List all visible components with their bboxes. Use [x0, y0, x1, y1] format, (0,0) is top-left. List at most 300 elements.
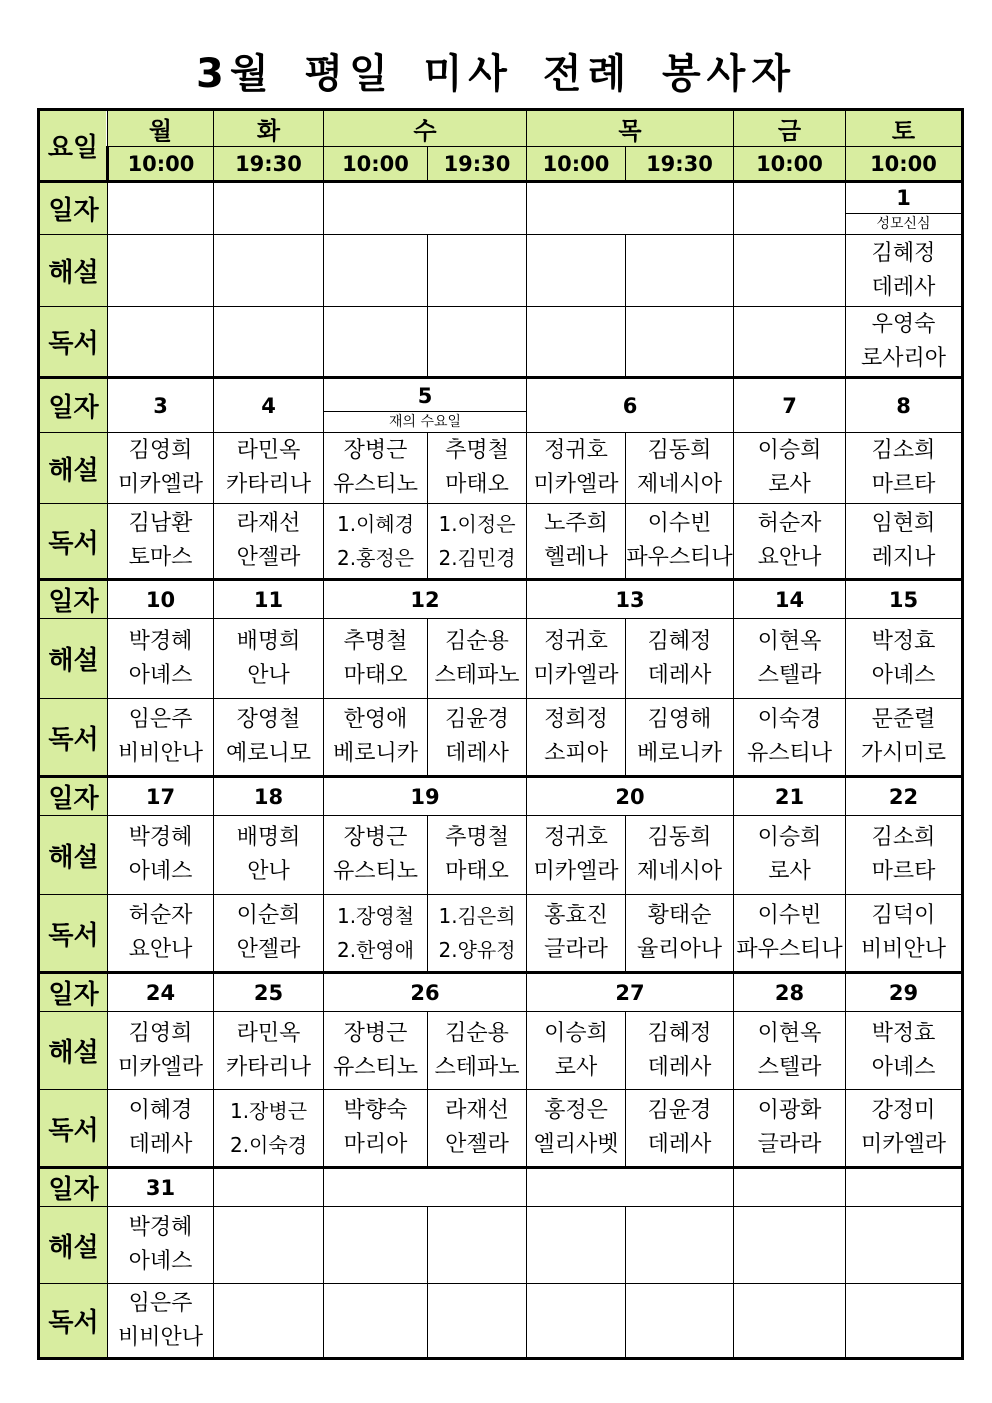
day-wed: 수 — [324, 110, 527, 147]
date-cell-mon — [108, 1168, 214, 1207]
commentary-cell — [626, 1207, 734, 1284]
volunteer-name: 추명철 — [343, 628, 408, 654]
volunteer-name: 김윤경 — [647, 1098, 712, 1123]
volunteer-name: 1.김은희 — [438, 904, 516, 928]
date-number: 4 — [261, 393, 276, 418]
baptismal-name: 비비안나 — [117, 741, 203, 766]
baptismal-name: 안젤라 — [445, 1132, 509, 1157]
baptismal-name: 미카엘라 — [860, 1132, 946, 1157]
baptismal-name: 데레사 — [445, 741, 509, 766]
baptismal-name: 아녜스 — [128, 662, 193, 688]
volunteer-name: 장병근 — [343, 825, 408, 850]
date-number: 20 — [615, 784, 645, 809]
volunteer-name: 장영철 — [236, 707, 301, 732]
baptismal-name: 유스티노 — [332, 1054, 418, 1080]
volunteer-name: 박경혜 — [128, 825, 193, 850]
baptismal-name: 안젤라 — [236, 937, 301, 962]
baptismal-name: 스테파노 — [434, 1054, 520, 1080]
commentary-cell — [626, 433, 734, 504]
baptismal-name: 미카엘라 — [533, 662, 619, 688]
date-number: 10 — [145, 587, 176, 612]
date-number: 28 — [774, 980, 805, 1005]
commentary-cell — [214, 1207, 324, 1284]
baptismal-name: 요안나 — [757, 545, 822, 570]
date-number: 14 — [774, 587, 805, 612]
date-row-label: 일자 — [39, 378, 108, 433]
baptismal-name: 제네시아 — [636, 472, 722, 497]
baptismal-name: 마태오 — [445, 859, 509, 884]
baptismal-name: 아녜스 — [871, 1054, 936, 1080]
date-cell-sat — [846, 580, 963, 619]
date-cell-fri — [734, 973, 846, 1012]
volunteer-name: 김혜정 — [647, 1020, 712, 1046]
date-cell-sat — [846, 1168, 963, 1207]
baptismal-name: 로사 — [554, 1054, 598, 1080]
volunteer-name: 김남환 — [128, 511, 193, 536]
commentary-cell — [527, 1207, 626, 1284]
volunteer-name: 박경혜 — [128, 1215, 193, 1240]
reading-cell — [846, 504, 963, 580]
baptismal-name: 로사 — [768, 472, 811, 497]
commentary-cell — [214, 816, 324, 895]
date-cell-wed — [324, 580, 527, 619]
commentary-cell — [214, 1012, 324, 1090]
commentary-cell — [734, 1207, 846, 1284]
commentary-cell — [324, 1012, 428, 1090]
commentary-cell — [734, 816, 846, 895]
reading-cell — [108, 699, 214, 777]
date-row-label: 일자 — [39, 580, 108, 619]
volunteer-name: 이현옥 — [757, 1020, 822, 1046]
reading-row-label: 독서 — [39, 699, 108, 777]
commentary-cell — [527, 433, 626, 504]
volunteer-name: 이승희 — [544, 1020, 608, 1046]
date-cell-fri — [734, 1168, 846, 1207]
commentary-cell — [846, 816, 963, 895]
volunteer-name: 김동희 — [647, 438, 712, 463]
baptismal-name: 비비안나 — [860, 937, 946, 962]
reading-cell — [626, 1090, 734, 1168]
reading-cell — [108, 1090, 214, 1168]
date-cell-fri — [734, 182, 846, 235]
volunteer-name: 장병근 — [343, 438, 408, 463]
reading-cell — [214, 1090, 324, 1168]
date-number: 15 — [888, 587, 919, 612]
commentary-cell — [428, 433, 527, 504]
volunteer-name: 노주희 — [544, 511, 608, 536]
date-cell-thu — [527, 973, 734, 1012]
volunteer-name: 이승희 — [757, 438, 822, 463]
commentary-cell — [846, 1012, 963, 1090]
baptismal-name: 토마스 — [128, 545, 193, 570]
reading-cell — [734, 307, 846, 378]
day-thu: 목 — [527, 110, 734, 147]
volunteer-name: 배명희 — [236, 825, 301, 850]
time-wed-pm: 19:30 — [428, 147, 527, 182]
baptismal-name: 스텔라 — [757, 662, 822, 688]
baptismal-name: 예로니모 — [225, 741, 311, 766]
reading-cell — [846, 307, 963, 378]
volunteer-name: 1.장영철 — [336, 904, 415, 928]
reading-cell — [527, 699, 626, 777]
day-tue: 화 — [214, 110, 324, 147]
reading-cell — [846, 1090, 963, 1168]
reading-cell — [324, 307, 428, 378]
date-cell-fri — [734, 777, 846, 816]
volunteer-name: 허순자 — [757, 511, 822, 536]
date-cell-thu — [527, 1168, 734, 1207]
reading-cell — [734, 1284, 846, 1359]
schedule-table — [37, 108, 961, 1350]
day-fri: 금 — [734, 110, 846, 147]
volunteer-name: 라재선 — [445, 1098, 509, 1123]
reading-cell — [428, 1090, 527, 1168]
date-cell-thu — [527, 580, 734, 619]
date-number: 13 — [615, 587, 645, 612]
date-cell-sat — [846, 777, 963, 816]
baptismal-name: 로사리아 — [860, 345, 946, 371]
baptismal-name: 가시미로 — [860, 741, 946, 766]
reading-cell — [846, 895, 963, 973]
date-cell-wed — [324, 378, 527, 433]
volunteer-name: 김영희 — [128, 438, 193, 463]
date-cell-thu — [527, 378, 734, 433]
baptismal-name: 미카엘라 — [117, 1054, 203, 1080]
date-cell-mon — [108, 580, 214, 619]
reading-cell — [428, 1284, 527, 1359]
commentary-cell — [108, 433, 214, 504]
date-number: 31 — [145, 1175, 176, 1200]
commentary-cell — [846, 235, 963, 307]
date-cell-tue — [214, 973, 324, 1012]
date-cell-wed — [324, 1168, 527, 1207]
baptismal-name: 요안나 — [128, 937, 193, 962]
baptismal-name: 안나 — [247, 662, 290, 688]
baptismal-name: 파우스티나 — [736, 937, 843, 962]
date-cell-mon — [108, 182, 214, 235]
commentary-cell — [324, 433, 428, 504]
reading-cell — [527, 895, 626, 973]
reading-cell — [108, 504, 214, 580]
commentary-cell — [846, 433, 963, 504]
date-row-label: 일자 — [39, 1168, 108, 1207]
reading-cell — [626, 307, 734, 378]
baptismal-name: 아녜스 — [871, 662, 936, 688]
baptismal-name: 마르타 — [871, 472, 936, 497]
date-cell-sat — [846, 182, 963, 235]
volunteer-name: 박경혜 — [128, 628, 193, 654]
volunteer-name: 이수빈 — [757, 903, 822, 928]
volunteer-name: 박향숙 — [343, 1098, 408, 1123]
date-cell-tue — [214, 378, 324, 433]
reading-cell — [428, 895, 527, 973]
baptismal-name: 미카엘라 — [533, 859, 619, 884]
volunteer-name: 추명철 — [445, 438, 509, 463]
date-row-label: 일자 — [39, 777, 108, 816]
volunteer-name: 김혜정 — [871, 240, 936, 266]
commentary-cell — [108, 1012, 214, 1090]
date-number: 22 — [888, 784, 919, 809]
date-cell-wed — [324, 182, 527, 235]
reading-cell — [734, 895, 846, 973]
baptismal-name: 유스티노 — [332, 859, 418, 884]
commentary-cell — [214, 619, 324, 699]
date-note: 성모신심 — [846, 213, 961, 234]
day-sat: 토 — [846, 110, 963, 147]
page-title: 3월 평일 미사 전례 봉사자 — [196, 51, 796, 97]
reading-cell — [527, 307, 626, 378]
volunteer-name: 추명철 — [445, 825, 509, 850]
baptismal-name: 율리아나 — [636, 937, 722, 962]
reading-cell — [214, 504, 324, 580]
date-cell-fri — [734, 580, 846, 619]
commentary-cell — [428, 1012, 527, 1090]
volunteer-name: 김소희 — [871, 438, 936, 463]
commentary-row-label: 해설 — [39, 816, 108, 895]
baptismal-name: 2.홍정은 — [336, 546, 415, 570]
reading-row-label: 독서 — [39, 504, 108, 580]
commentary-cell — [626, 816, 734, 895]
commentary-cell — [324, 619, 428, 699]
volunteer-name: 라민옥 — [236, 438, 301, 463]
date-number: 21 — [774, 784, 805, 809]
volunteer-name: 김덕이 — [871, 903, 936, 928]
commentary-cell — [734, 1012, 846, 1090]
date-cell-tue — [214, 182, 324, 235]
volunteer-name: 정희정 — [544, 707, 608, 732]
date-cell-mon — [108, 378, 214, 433]
reading-cell — [214, 895, 324, 973]
time-fri: 10:00 — [734, 147, 846, 182]
volunteer-name: 이승희 — [757, 825, 822, 850]
baptismal-name: 비비안나 — [117, 1324, 203, 1350]
date-number: 17 — [145, 784, 176, 809]
volunteer-name: 장병근 — [343, 1020, 408, 1046]
commentary-cell — [428, 619, 527, 699]
date-number: 5 — [417, 384, 433, 408]
date-number: 25 — [253, 980, 284, 1005]
baptismal-name: 마태오 — [343, 662, 408, 688]
reading-cell — [214, 307, 324, 378]
schedule-grid — [37, 108, 964, 1360]
baptismal-name: 미카엘라 — [117, 472, 203, 497]
reading-cell — [626, 1284, 734, 1359]
commentary-cell — [734, 235, 846, 307]
baptismal-name: 마태오 — [445, 472, 509, 497]
volunteer-name: 이수빈 — [647, 511, 712, 536]
time-wed-am: 10:00 — [324, 147, 428, 182]
volunteer-name: 1.장병근 — [229, 1099, 308, 1123]
reading-cell — [108, 307, 214, 378]
commentary-cell — [734, 619, 846, 699]
baptismal-name: 소피아 — [544, 741, 608, 766]
commentary-cell — [626, 1012, 734, 1090]
commentary-cell — [214, 433, 324, 504]
volunteer-name: 1.이정은 — [438, 512, 516, 536]
commentary-cell — [846, 619, 963, 699]
commentary-cell — [108, 619, 214, 699]
date-cell-mon — [108, 973, 214, 1012]
volunteer-name: 임은주 — [128, 707, 193, 732]
date-number: 18 — [253, 784, 284, 809]
baptismal-name: 데레사 — [647, 1054, 712, 1080]
volunteer-name: 김혜정 — [647, 628, 712, 654]
baptismal-name: 파우스티나 — [626, 545, 733, 570]
commentary-row-label: 해설 — [39, 1012, 108, 1090]
reading-cell — [734, 1090, 846, 1168]
baptismal-name: 마리아 — [343, 1132, 408, 1157]
date-cell-tue — [214, 580, 324, 619]
date-cell-wed — [324, 777, 527, 816]
baptismal-name: 레지나 — [871, 545, 936, 570]
volunteer-name: 김영희 — [128, 1020, 193, 1046]
baptismal-name: 2.김민경 — [438, 546, 516, 570]
commentary-cell — [846, 1207, 963, 1284]
baptismal-name: 제네시아 — [636, 859, 722, 884]
volunteer-name: 라재선 — [236, 511, 301, 536]
volunteer-name: 라민옥 — [236, 1020, 301, 1046]
volunteer-name: 이숙경 — [757, 707, 822, 732]
reading-cell — [846, 699, 963, 777]
baptismal-name: 스텔라 — [757, 1054, 822, 1080]
baptismal-name: 안나 — [247, 859, 290, 884]
baptismal-name: 유스티노 — [332, 472, 418, 497]
commentary-cell — [108, 1207, 214, 1284]
baptismal-name: 유스티나 — [746, 741, 832, 766]
reading-cell — [324, 895, 428, 973]
volunteer-name: 임은주 — [128, 1290, 193, 1316]
baptismal-name: 미카엘라 — [533, 472, 619, 497]
volunteer-name: 정귀호 — [544, 438, 608, 463]
baptismal-name: 엘리사벳 — [533, 1132, 619, 1157]
volunteer-name: 김윤경 — [445, 707, 509, 732]
commentary-row-label: 해설 — [39, 433, 108, 504]
date-row-label: 일자 — [39, 182, 108, 235]
commentary-row-label: 해설 — [39, 235, 108, 307]
volunteer-name: 김소희 — [871, 825, 936, 850]
reading-cell — [108, 1284, 214, 1359]
reading-cell — [324, 1284, 428, 1359]
baptismal-name: 마르타 — [871, 859, 936, 884]
date-number: 24 — [145, 980, 176, 1005]
date-cell-tue — [214, 777, 324, 816]
volunteer-name: 정귀호 — [544, 825, 608, 850]
reading-cell — [626, 504, 734, 580]
date-number: 29 — [888, 980, 919, 1005]
reading-cell — [527, 504, 626, 580]
reading-cell — [324, 699, 428, 777]
baptismal-name: 데레사 — [871, 274, 936, 300]
date-number: 19 — [410, 784, 440, 809]
commentary-cell — [428, 816, 527, 895]
baptismal-name: 2.이숙경 — [229, 1133, 308, 1157]
volunteer-name: 김동희 — [647, 825, 712, 850]
volunteer-name: 허순자 — [128, 903, 193, 928]
volunteer-name: 이순희 — [236, 903, 301, 928]
baptismal-name: 2.양유정 — [438, 938, 516, 962]
commentary-cell — [527, 235, 626, 307]
baptismal-name: 아녜스 — [128, 1249, 193, 1274]
commentary-cell — [734, 433, 846, 504]
reading-cell — [428, 699, 527, 777]
reading-row-label: 독서 — [39, 1284, 108, 1359]
volunteer-name: 배명희 — [236, 628, 301, 654]
baptismal-name: 데레사 — [647, 662, 712, 688]
volunteer-name: 정귀호 — [544, 628, 608, 654]
date-number: 1 — [896, 186, 911, 210]
volunteer-name: 1.이혜경 — [336, 512, 415, 536]
commentary-cell — [428, 1207, 527, 1284]
reading-cell — [527, 1090, 626, 1168]
reading-cell — [846, 1284, 963, 1359]
reading-cell — [527, 1284, 626, 1359]
date-number: 27 — [615, 980, 645, 1005]
baptismal-name: 카타리나 — [225, 472, 311, 497]
volunteer-name: 홍정은 — [544, 1098, 608, 1123]
commentary-cell — [324, 1207, 428, 1284]
commentary-cell — [108, 816, 214, 895]
baptismal-name: 글라라 — [544, 937, 608, 962]
reading-cell — [428, 307, 527, 378]
commentary-cell — [324, 235, 428, 307]
commentary-row-label: 해설 — [39, 619, 108, 699]
date-cell-sat — [846, 973, 963, 1012]
date-number: 6 — [622, 393, 638, 418]
date-cell-thu — [527, 777, 734, 816]
reading-cell — [428, 504, 527, 580]
day-mon: 월 — [108, 110, 214, 147]
volunteer-name: 이광화 — [757, 1098, 822, 1123]
volunteer-name: 박정효 — [871, 628, 936, 654]
date-cell-mon — [108, 777, 214, 816]
time-sat: 10:00 — [846, 147, 963, 182]
reading-cell — [214, 699, 324, 777]
commentary-cell — [214, 235, 324, 307]
baptismal-name: 로사 — [768, 859, 811, 884]
date-cell-tue — [214, 1168, 324, 1207]
time-tue: 19:30 — [214, 147, 324, 182]
volunteer-name: 우영숙 — [871, 311, 936, 337]
commentary-cell — [527, 816, 626, 895]
commentary-cell — [626, 235, 734, 307]
date-number: 12 — [410, 587, 440, 612]
reading-cell — [626, 699, 734, 777]
reading-cell — [324, 504, 428, 580]
reading-cell — [108, 895, 214, 973]
reading-cell — [214, 1284, 324, 1359]
baptismal-name: 베로니카 — [332, 741, 418, 766]
date-cell-wed — [324, 973, 527, 1012]
date-number: 3 — [153, 393, 168, 418]
volunteer-name: 황태순 — [647, 903, 712, 928]
volunteer-name: 이혜경 — [128, 1098, 193, 1123]
baptismal-name: 글라라 — [757, 1132, 822, 1157]
baptismal-name: 데레사 — [128, 1132, 193, 1157]
date-number: 7 — [782, 393, 797, 418]
reading-row-label: 독서 — [39, 1090, 108, 1168]
time-thu-pm: 19:30 — [626, 147, 734, 182]
reading-cell — [324, 1090, 428, 1168]
volunteer-name: 김영해 — [647, 707, 712, 732]
volunteer-name: 강정미 — [871, 1098, 936, 1123]
volunteer-name: 임현희 — [871, 511, 936, 536]
reading-cell — [626, 895, 734, 973]
commentary-cell — [108, 235, 214, 307]
baptismal-name: 스테파노 — [434, 662, 520, 688]
commentary-cell — [626, 619, 734, 699]
date-number: 8 — [896, 393, 911, 418]
baptismal-name: 안젤라 — [236, 545, 301, 570]
